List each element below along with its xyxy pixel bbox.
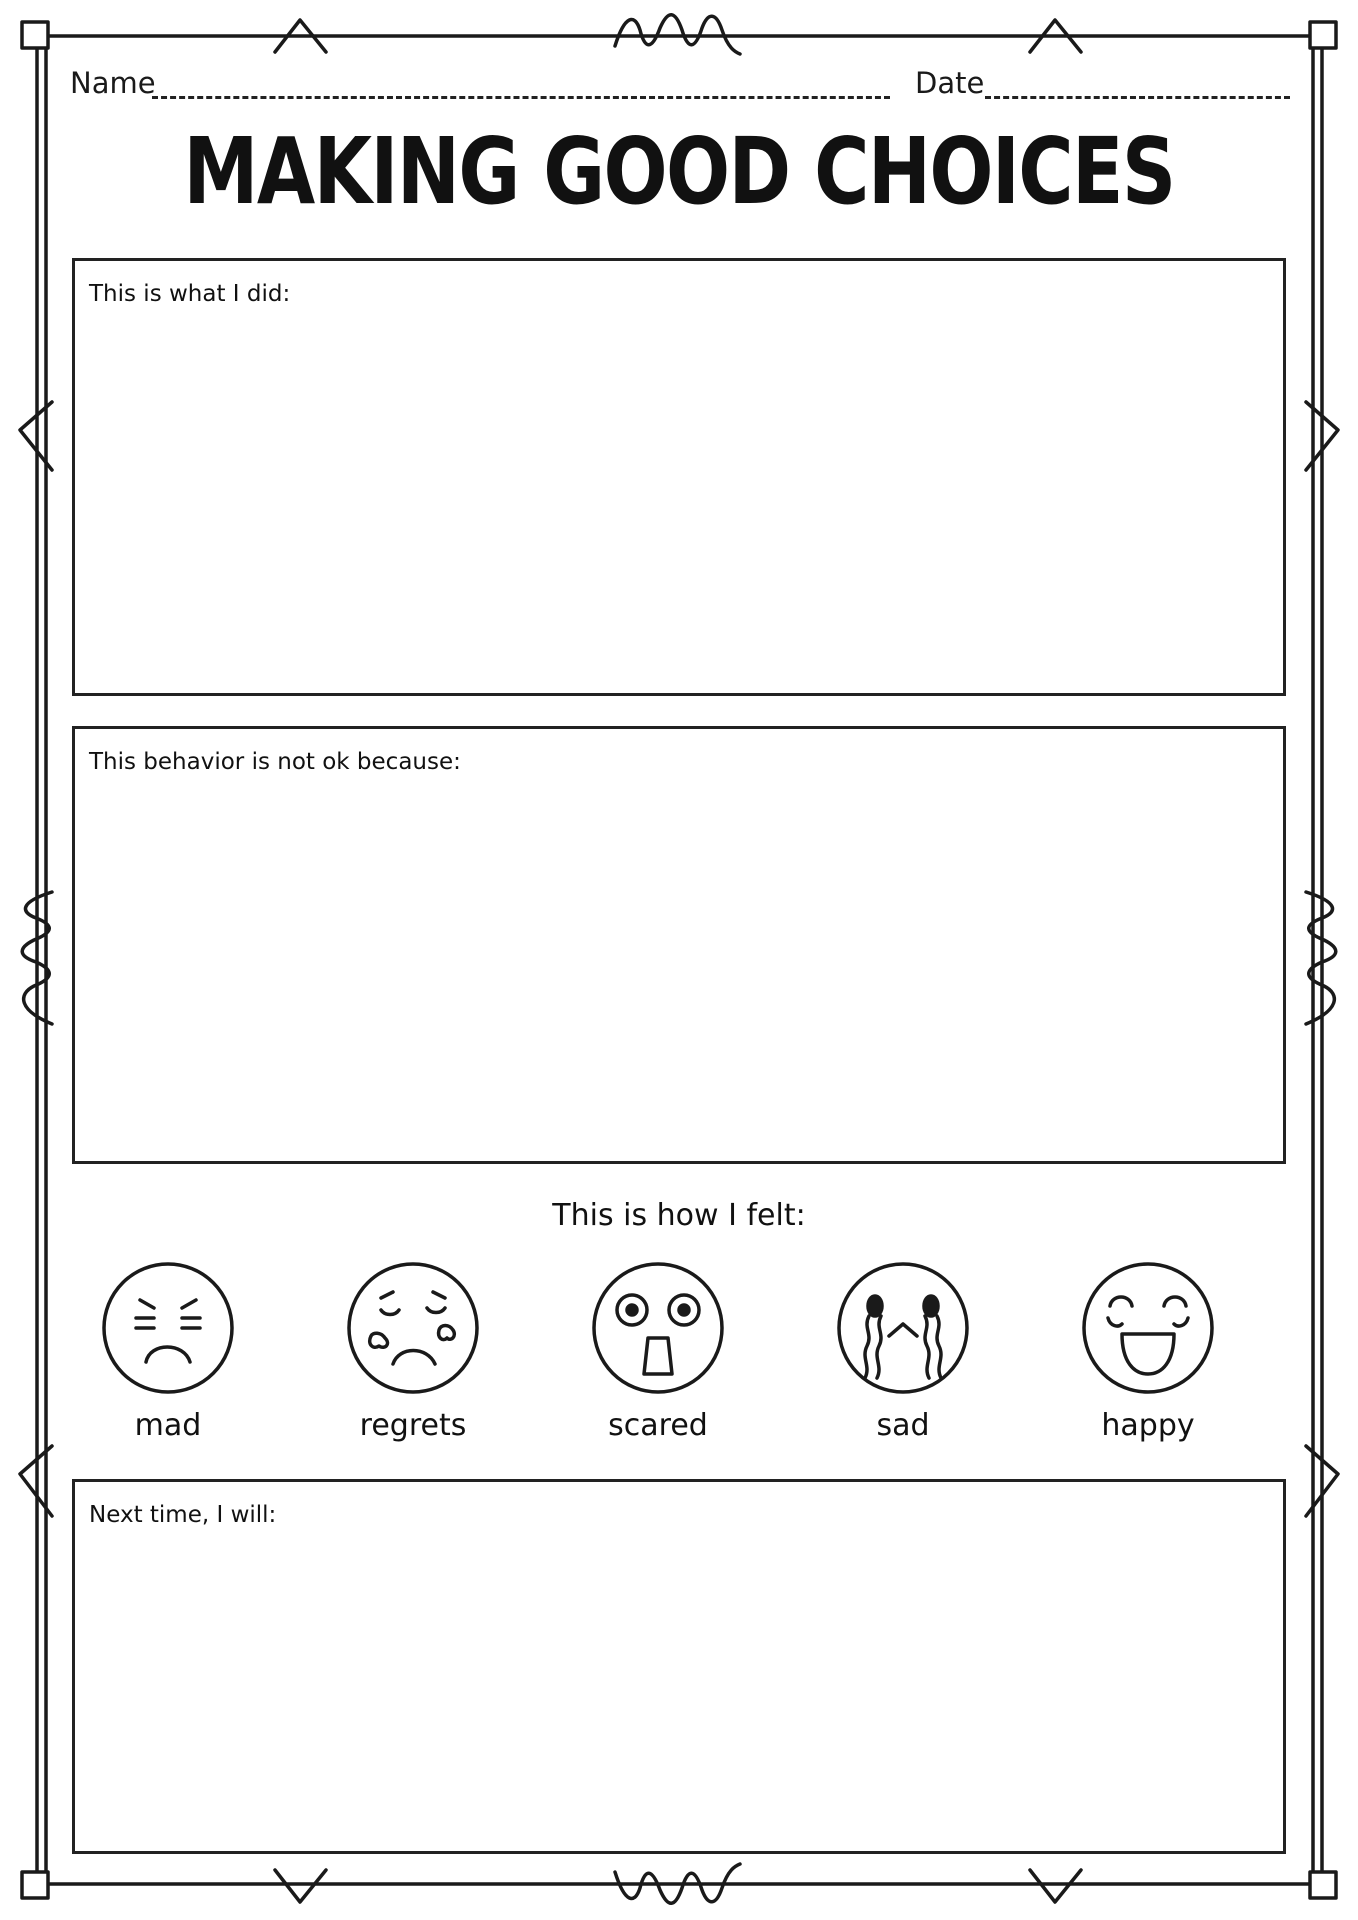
page-title: MAKING GOOD CHOICES — [183, 118, 1175, 225]
name-field[interactable] — [152, 96, 890, 99]
sad-face-icon — [833, 1258, 973, 1398]
happy-face-icon — [1078, 1258, 1218, 1398]
how-i-felt-heading: This is how I felt: — [552, 1198, 806, 1233]
feeling-label-mad: mad — [134, 1408, 202, 1443]
feeling-label-regrets: regrets — [359, 1408, 467, 1443]
next-time-prompt: Next time, I will: — [89, 1502, 277, 1528]
next-time-box — [72, 1479, 1286, 1854]
feeling-option-happy[interactable] — [1048, 1258, 1248, 1443]
what-i-did-prompt: This is what I did: — [89, 281, 291, 307]
header-row — [70, 62, 1290, 102]
not-ok-because-box — [72, 726, 1286, 1164]
next-time-writing-area[interactable] — [85, 1542, 1273, 1841]
not-ok-because-prompt: This behavior is not ok because: — [89, 749, 461, 775]
mad-face-icon — [98, 1258, 238, 1398]
feeling-label-happy: happy — [1101, 1408, 1195, 1443]
scared-face-icon — [588, 1258, 728, 1398]
date-label: Date — [915, 66, 985, 100]
what-i-did-writing-area[interactable] — [85, 321, 1273, 683]
date-field[interactable] — [985, 96, 1290, 99]
feeling-option-sad[interactable] — [803, 1258, 1003, 1443]
feeling-option-regrets[interactable] — [313, 1258, 513, 1443]
feelings-row — [0, 1258, 1358, 1443]
not-ok-because-writing-area[interactable] — [85, 789, 1273, 1151]
what-i-did-box — [72, 258, 1286, 696]
feeling-option-mad[interactable] — [68, 1258, 268, 1443]
feeling-option-scared[interactable] — [558, 1258, 758, 1443]
feeling-label-sad: sad — [876, 1408, 930, 1443]
name-label: Name — [70, 66, 156, 100]
regrets-face-icon — [343, 1258, 483, 1398]
feeling-label-scared: scared — [608, 1408, 708, 1443]
